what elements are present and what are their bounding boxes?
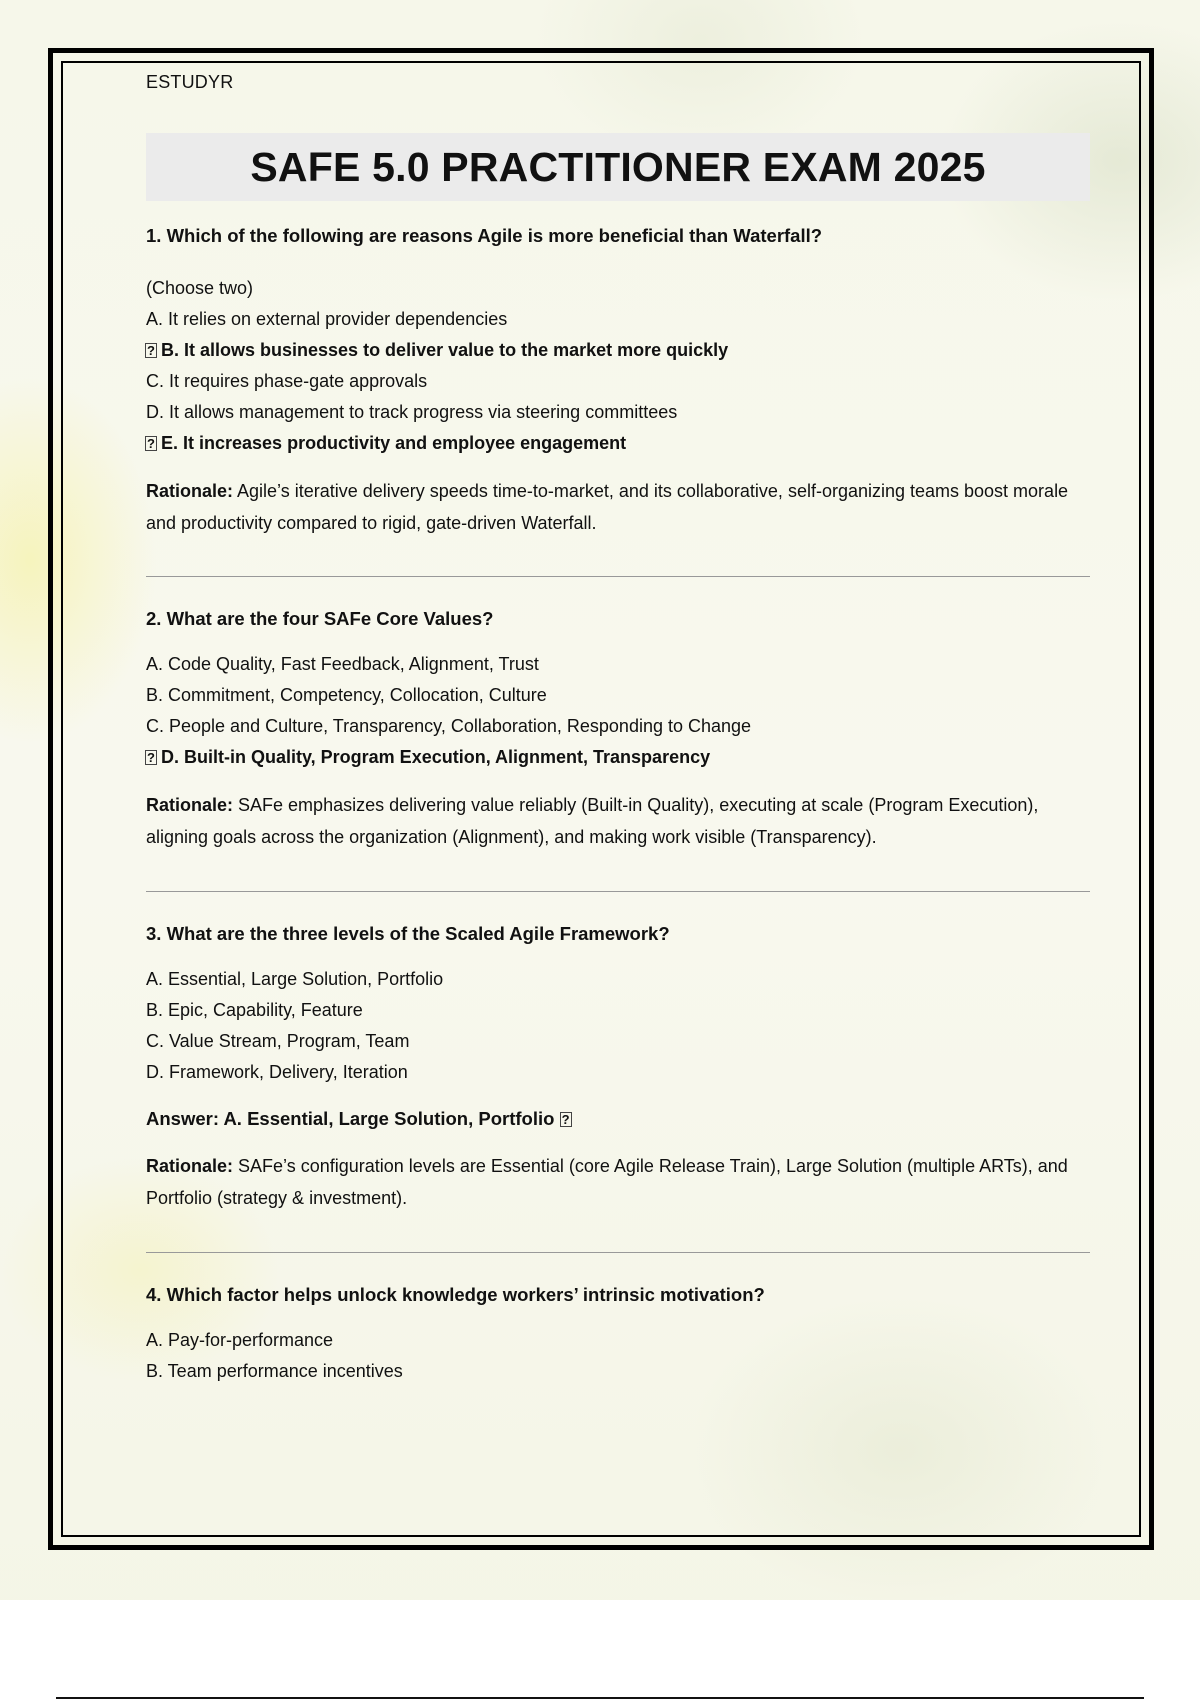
option-c: C. Value Stream, Program, Team bbox=[146, 1031, 410, 1051]
checkbox-glyph-icon: ? bbox=[145, 750, 157, 765]
rationale bbox=[146, 789, 1090, 853]
option-b-correct bbox=[145, 335, 1090, 366]
option-b: B. Team performance incentives bbox=[146, 1361, 403, 1381]
rationale-text: SAFe’s configuration levels are Essential (core Agile Release Train), Large Solution (multiple ARTs), and Portfolio (strategy & investment). bbox=[146, 1156, 1068, 1208]
option-d-correct bbox=[145, 742, 1090, 773]
question-text: 3. What are the three levels of the Scaled Agile Framework? bbox=[146, 923, 670, 944]
option-a: A. It relies on external provider dependencies bbox=[146, 309, 508, 329]
rationale-label: Rationale: bbox=[146, 481, 234, 501]
option-d: D. Framework, Delivery, Iteration bbox=[146, 1062, 408, 1082]
option-c: C. People and Culture, Transparency, Collaboration, Responding to Change bbox=[146, 716, 752, 736]
section-divider bbox=[146, 1252, 1090, 1253]
question-instruction: (Choose two) bbox=[146, 278, 254, 298]
title-banner bbox=[146, 133, 1090, 201]
answer-text: Answer: A. Essential, Large Solution, Portfolio bbox=[146, 1108, 555, 1129]
checkbox-glyph-icon: ? bbox=[145, 436, 157, 451]
brand-name: ESTUDYR bbox=[146, 72, 234, 92]
section-divider bbox=[146, 891, 1090, 892]
rationale-label: Rationale: bbox=[146, 795, 234, 815]
rationale bbox=[146, 1150, 1090, 1214]
checkbox-glyph-icon: ? bbox=[560, 1112, 572, 1127]
option-b: B. Commitment, Competency, Collocation, Culture bbox=[146, 685, 547, 705]
option-a: A. Code Quality, Fast Feedback, Alignment, Trust bbox=[146, 654, 539, 674]
page-bottom-margin bbox=[0, 1600, 1200, 1700]
option-list bbox=[146, 304, 1090, 459]
option-text: E. It increases productivity and employee engagement bbox=[161, 433, 627, 453]
option-text: D. Built-in Quality, Program Execution, Alignment, Transparency bbox=[161, 747, 711, 767]
checkbox-glyph-icon: ? bbox=[145, 343, 157, 358]
question-text: 4. Which factor helps unlock knowledge workers’ intrinsic motivation? bbox=[146, 1284, 765, 1305]
question-4 bbox=[146, 1284, 1090, 1387]
question-3 bbox=[146, 923, 1090, 1214]
question-text: 1. Which of the following are reasons Agile is more beneficial than Waterfall? bbox=[146, 225, 823, 246]
option-list bbox=[146, 649, 1090, 773]
page-bottom-rule bbox=[56, 1697, 1144, 1699]
rationale-text: SAFe emphasizes delivering value reliably (Built-in Quality), executing at scale (Program Execution), aligning goals across the organization (Alignment), and making work visible (Transparency). bbox=[146, 795, 1039, 847]
option-list bbox=[146, 964, 1090, 1088]
option-a: A. Essential, Large Solution, Portfolio bbox=[146, 969, 444, 989]
option-text: B. It allows businesses to deliver value to the market more quickly bbox=[161, 340, 729, 360]
rationale bbox=[146, 475, 1090, 539]
option-list bbox=[146, 1325, 1090, 1387]
option-a: A. Pay-for-performance bbox=[146, 1330, 334, 1350]
rationale-text: Agile’s iterative delivery speeds time-to-market, and its collaborative, self-organizing teams boost morale and productivity compared to rigid, gate-driven Waterfall. bbox=[146, 481, 1069, 533]
question-2 bbox=[146, 608, 1090, 853]
question-text: 2. What are the four SAFe Core Values? bbox=[146, 608, 494, 629]
option-e-correct bbox=[145, 428, 1090, 459]
answer-line bbox=[146, 1108, 1090, 1130]
option-c: C. It requires phase-gate approvals bbox=[146, 371, 428, 391]
option-d: D. It allows management to track progress via steering committees bbox=[146, 402, 678, 422]
option-b: B. Epic, Capability, Feature bbox=[146, 1000, 363, 1020]
page-title: SAFE 5.0 PRACTITIONER EXAM 2025 bbox=[250, 143, 986, 190]
question-1 bbox=[146, 225, 1090, 539]
section-divider bbox=[146, 576, 1090, 577]
exam-content bbox=[146, 72, 1090, 1387]
rationale-label: Rationale: bbox=[146, 1156, 234, 1176]
